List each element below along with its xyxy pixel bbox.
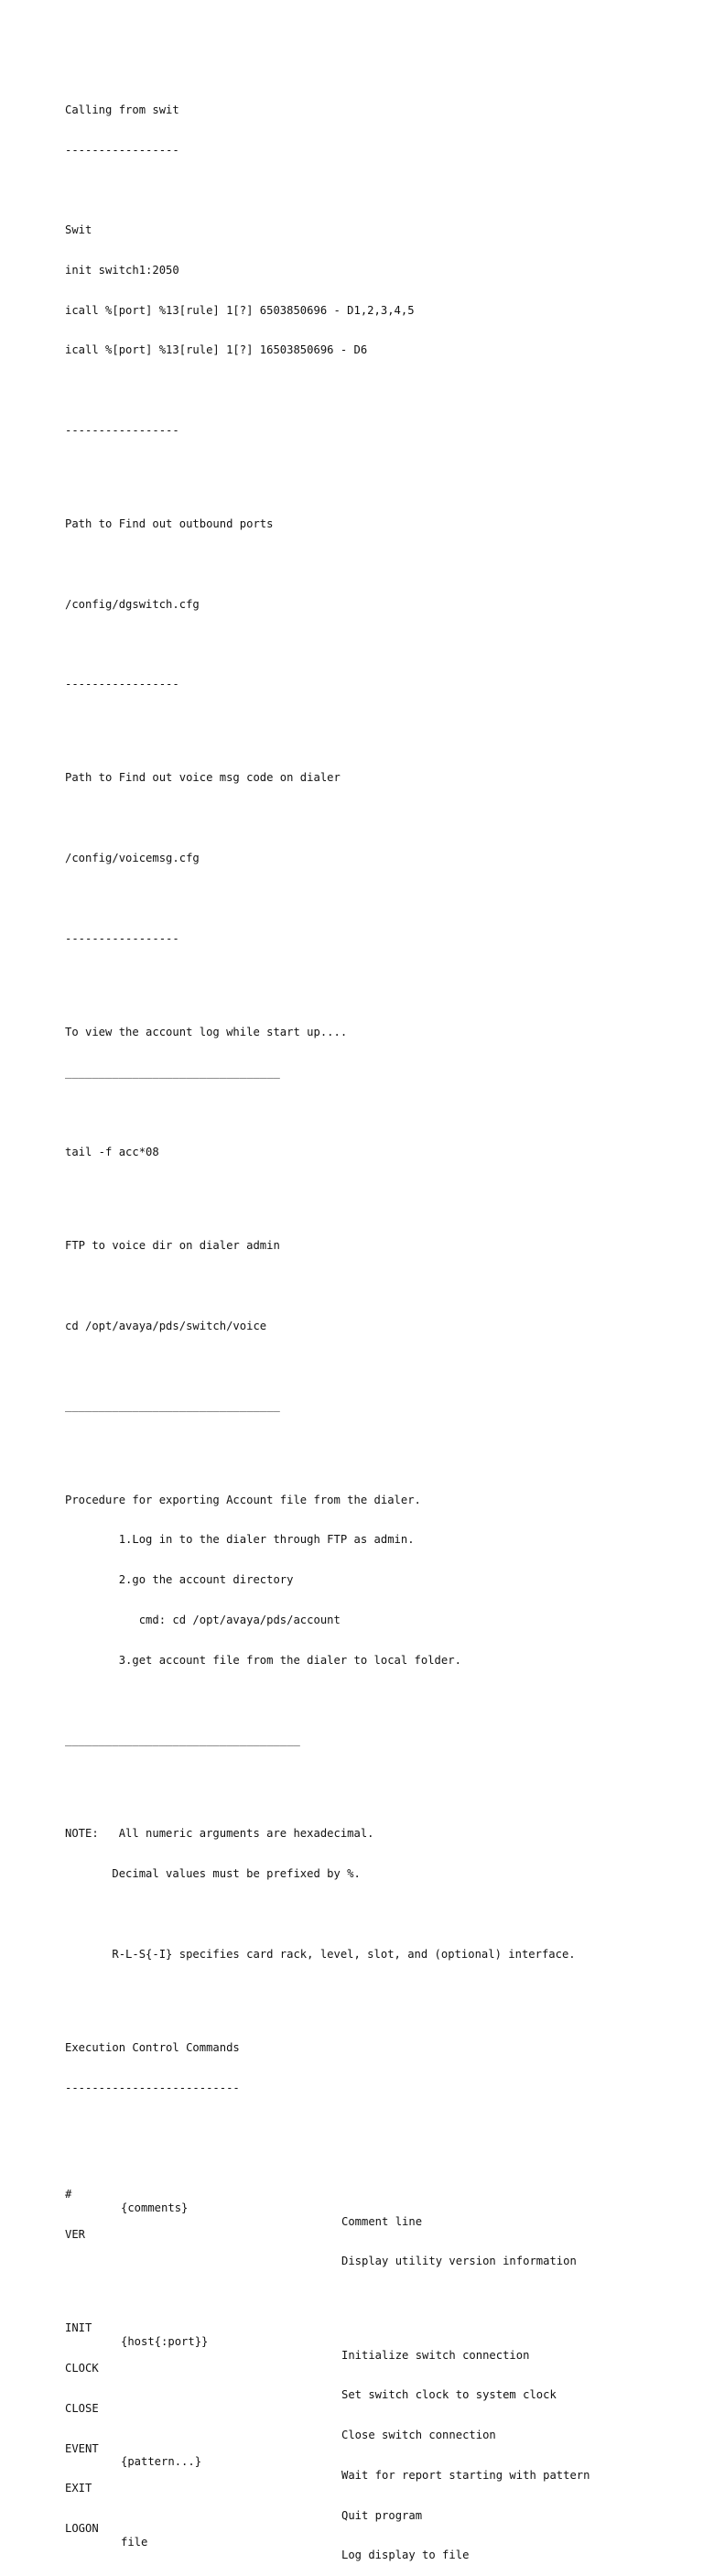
command-row — [65, 2309, 697, 2362]
blank-line — [65, 558, 697, 571]
command-desc: Comment line — [341, 2214, 423, 2228]
command-desc: Initialize switch connection — [341, 2348, 530, 2362]
command-name: EVENT — [65, 2441, 99, 2455]
command-row — [65, 2175, 697, 2228]
outbound-rule: ----------------- — [65, 678, 179, 691]
command-name: LOGON — [65, 2522, 99, 2536]
blank-line — [65, 892, 697, 906]
calling-line: icall %[port] %13[rule] 1[?] 16503850696 - D6 — [65, 343, 368, 357]
export-rule: ___________________________________ — [65, 1734, 300, 1747]
blank-line — [65, 1360, 697, 1374]
blank-line — [65, 2121, 697, 2135]
blank-line — [65, 638, 697, 652]
account-log-rule: ________________________________ — [65, 1065, 280, 1079]
account-log-title: To view the account log while start up.... — [65, 1025, 348, 1038]
blank-line — [65, 1908, 697, 1921]
voicemsg-path: /config/voicemsg.cfg — [65, 852, 200, 865]
command-arg: file — [121, 2535, 148, 2549]
voicemsg-rule: ----------------- — [65, 931, 179, 945]
command-name: VER — [65, 2228, 86, 2242]
command-desc: Log display to file — [341, 2549, 470, 2562]
note-line: R-L-S{-I} specifies card rack, level, slot, and (optional) interface. — [65, 1947, 576, 1961]
calling-title: Calling from swit — [65, 103, 179, 116]
exec-title: Execution Control Commands — [65, 2040, 240, 2054]
blank-line — [65, 1279, 697, 1293]
ftp-rule: ________________________________ — [65, 1399, 280, 1413]
command-desc: Display utility version information — [341, 2255, 577, 2268]
blank-line — [65, 183, 697, 197]
export-step: 3.get account file from the dialer to local folder. — [65, 1653, 461, 1667]
note-line: Decimal values must be prefixed by %. — [65, 1867, 361, 1881]
blank-line — [65, 1774, 697, 1788]
calling-line: Swit — [65, 223, 92, 237]
command-row — [65, 2509, 697, 2562]
account-log-command: tail -f acc*08 — [65, 1146, 159, 1159]
command-name: # — [65, 2188, 72, 2201]
export-step: cmd: cd /opt/avaya/pds/account — [65, 1613, 341, 1626]
command-name: INIT — [65, 2321, 92, 2335]
calling-rule-end: ----------------- — [65, 424, 179, 438]
blank-line — [65, 1440, 697, 1453]
note-line: NOTE: All numeric arguments are hexadecimal. — [65, 1827, 374, 1841]
blank-line — [65, 811, 697, 825]
command-desc: Close switch connection — [341, 2429, 496, 2442]
command-row — [65, 2215, 697, 2268]
command-row — [65, 2349, 697, 2402]
blank-line — [65, 464, 697, 478]
command-desc: Set switch clock to system clock — [341, 2388, 557, 2402]
document-page — [65, 63, 697, 2562]
ftp-command: cd /opt/avaya/pds/switch/voice — [65, 1319, 267, 1332]
command-name: EXIT — [65, 2482, 92, 2495]
blank-line — [65, 1105, 697, 1119]
export-step: 1.Log in to the dialer through FTP as admin. — [65, 1533, 415, 1547]
voicemsg-title: Path to Find out voice msg code on dialer — [65, 771, 341, 785]
exec-rule: -------------------------- — [65, 2081, 240, 2094]
blank-line — [65, 972, 697, 985]
blank-line — [65, 1693, 697, 1707]
blank-line — [65, 384, 697, 397]
command-desc: Wait for report starting with pattern — [341, 2468, 590, 2482]
calling-line: icall %[port] %13[rule] 1[?] 6503850696 - D1,2,3,4,5 — [65, 303, 415, 317]
ftp-title: FTP to voice dir on dialer admin — [65, 1239, 280, 1253]
command-arg: {comments} — [121, 2201, 189, 2214]
export-title: Procedure for exporting Account file from the dialer. — [65, 1493, 421, 1506]
calling-rule: ----------------- — [65, 143, 179, 157]
outbound-path: /config/dgswitch.cfg — [65, 597, 200, 611]
blank-line — [65, 1186, 697, 1200]
command-name: CLOSE — [65, 2401, 99, 2415]
command-row — [65, 2429, 697, 2482]
command-arg: {pattern...} — [121, 2455, 202, 2469]
calling-line: init switch1:2050 — [65, 263, 179, 277]
blank-line — [65, 1988, 697, 2002]
command-name: CLOCK — [65, 2362, 99, 2375]
outbound-title: Path to Find out outbound ports — [65, 517, 274, 531]
command-row — [65, 2388, 697, 2442]
command-arg: {host{:port}} — [121, 2334, 209, 2348]
command-desc: Quit program — [341, 2508, 423, 2522]
blank-line — [65, 718, 697, 732]
export-step: 2.go the account directory — [65, 1573, 294, 1587]
command-row — [65, 2469, 697, 2522]
